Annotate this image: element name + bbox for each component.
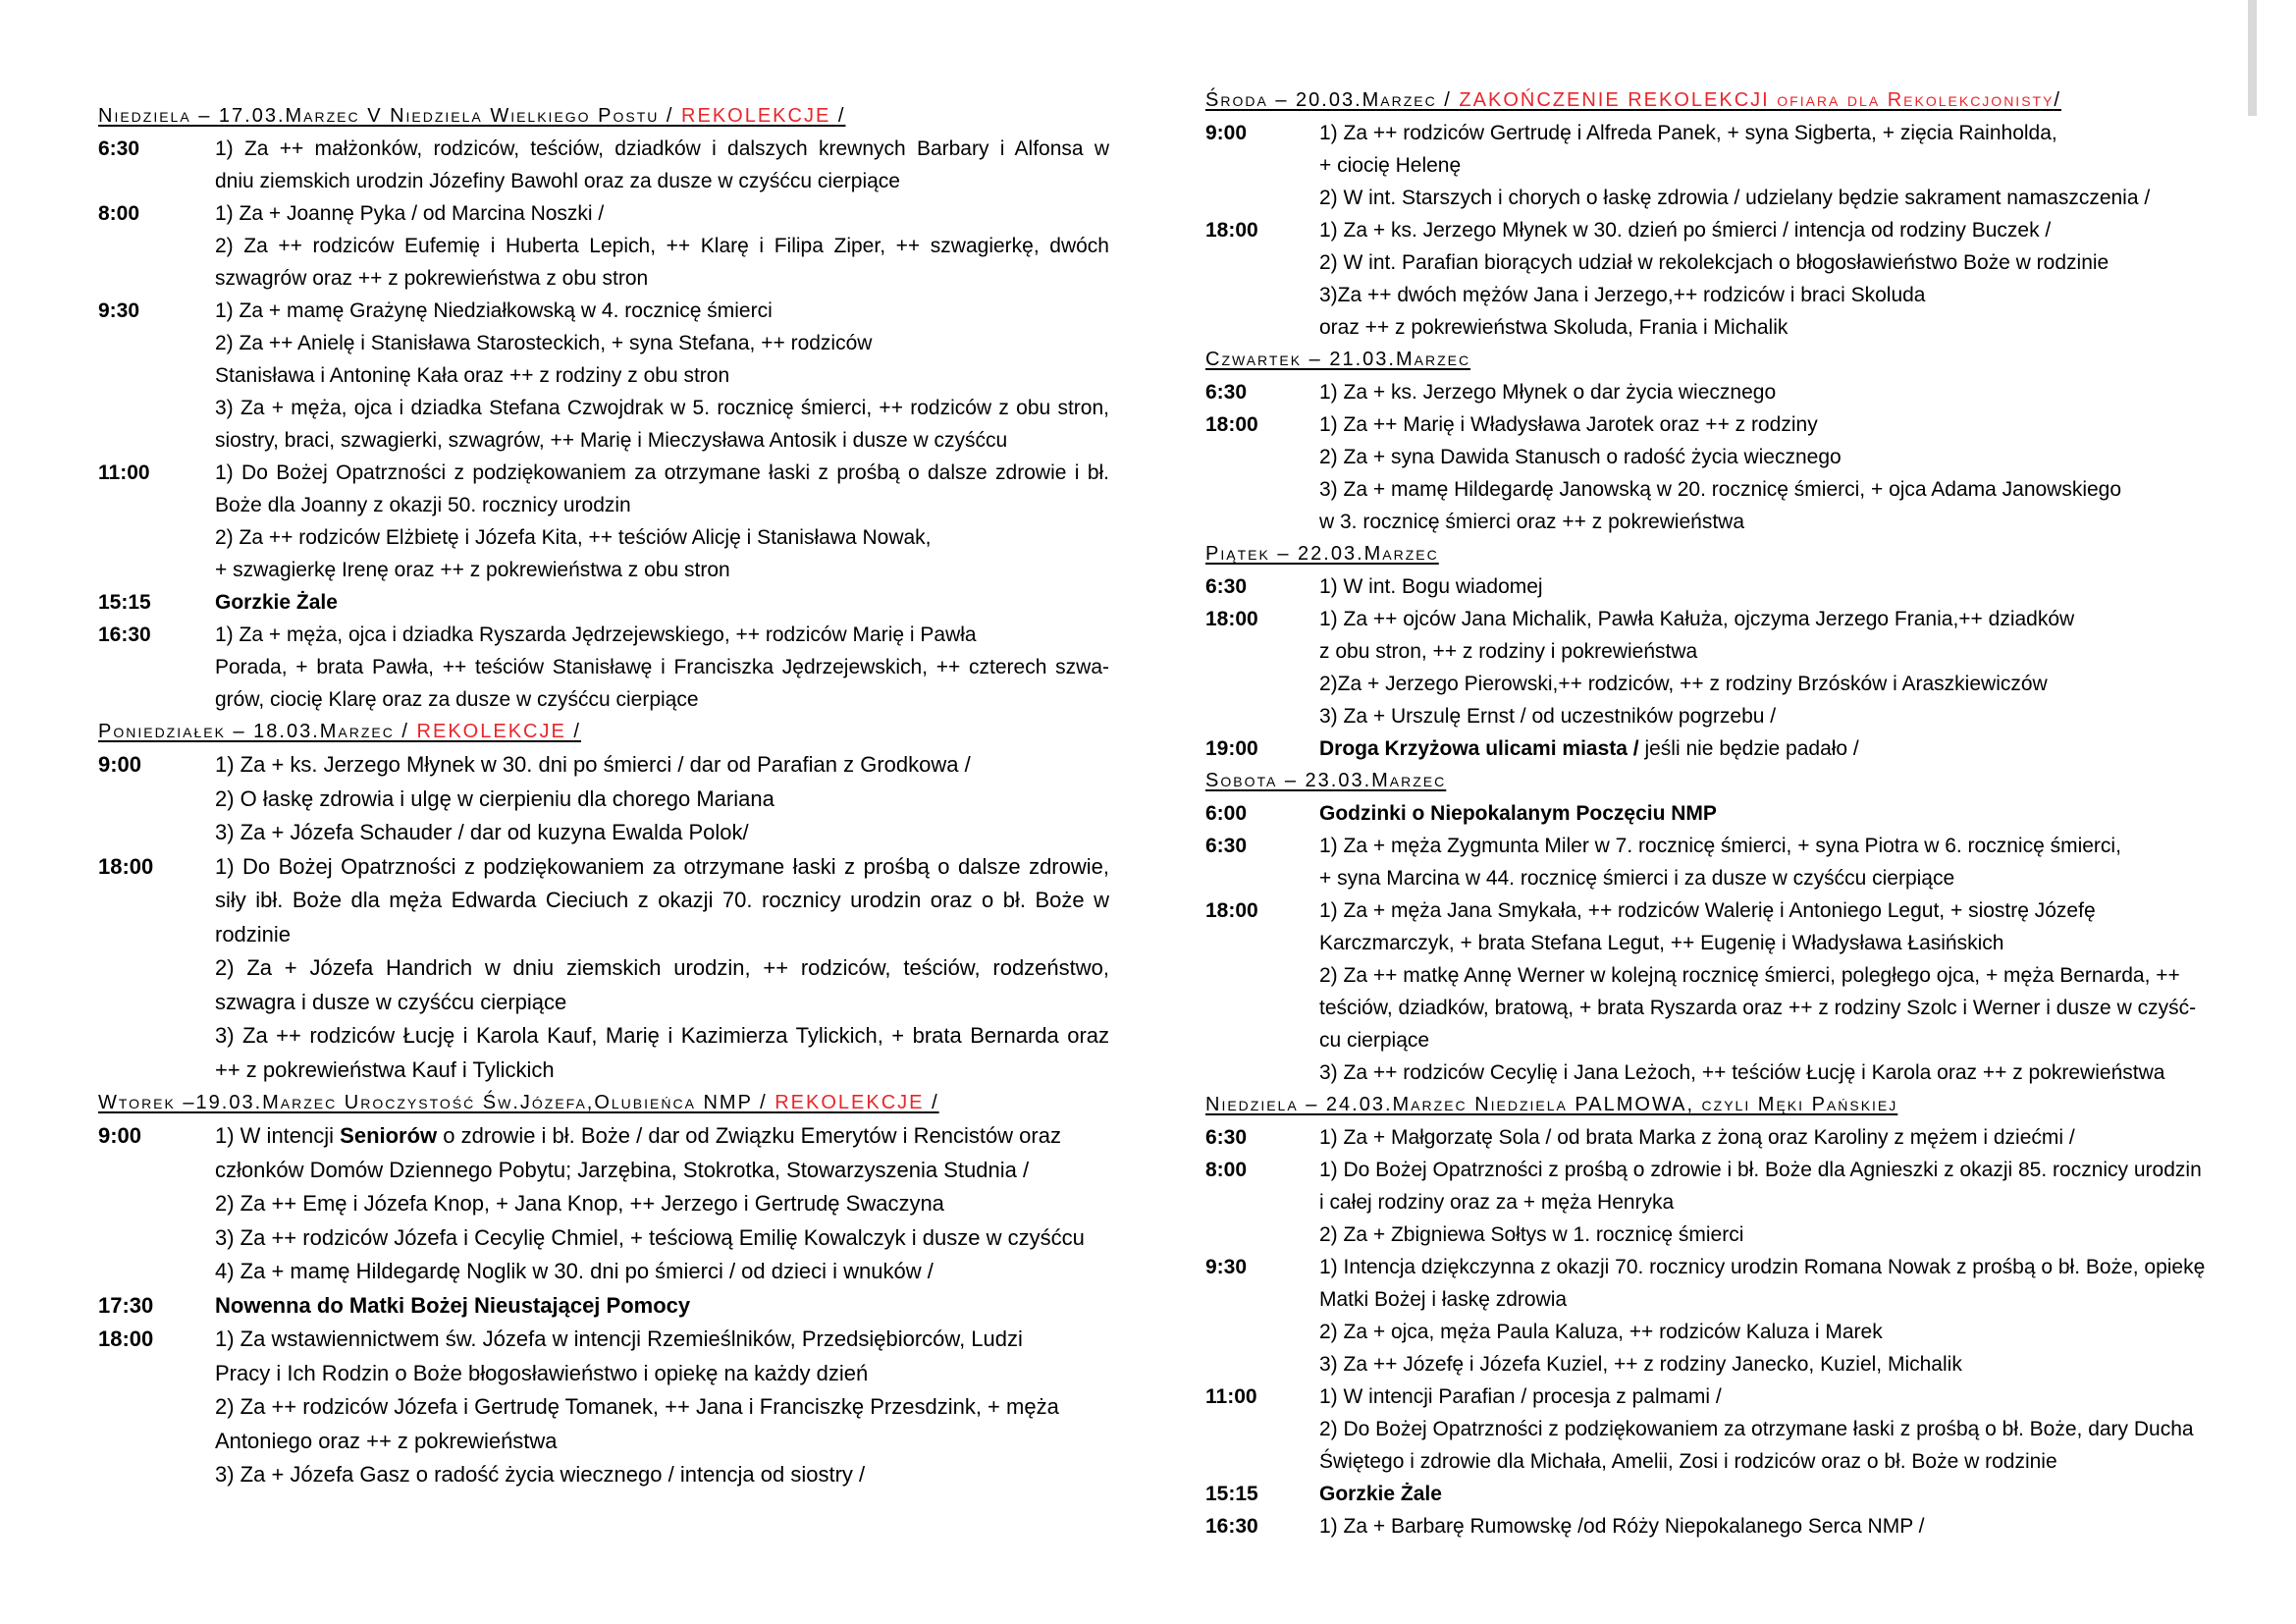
intention-line: siostry, braci, szwagierki, szwagrów, ++ Marię i Mieczysława Antosik i dusze w czyśćcu — [215, 429, 1008, 452]
intention-line: 1) Za ++ małżonków, rodziców, teściów, dziadków i dalszych krewnych Barbary i Alfonsa w — [215, 137, 1109, 160]
intention-line: 3) Za + mamę Hildegardę Janowską w 20. rocznicę śmierci, + ojca Adama Janowskiego — [1319, 478, 2122, 501]
intention-line: 3) Za + Urszulę Ernst / od uczestników pogrzebu / — [1319, 705, 1777, 728]
intention-line: 3)Za ++ dwóch mężów Jana i Jerzego,++ rodziców i braci Skoluda — [1319, 284, 1926, 306]
intention-line: 2) Za ++ rodziców Elżbietę i Józefa Kita, ++ teściów Alicję i Stanisława Nowak, — [215, 526, 932, 549]
day-heading-tail: / — [2054, 89, 2061, 111]
intention-line: + ciocię Helenę — [1319, 154, 1462, 177]
mass-time: 8:00 — [98, 202, 140, 225]
mass-time: 18:00 — [98, 853, 154, 879]
mass-intentions — [1319, 1380, 2226, 1478]
intention-line: Gorzkie Żale — [1319, 1483, 1442, 1505]
intention-line: grów, ciocię Klarę oraz za dusze w czyśćcu cierpiące — [215, 688, 699, 711]
intention-line: członków Domów Dziennego Pobytu; Jarzębina, Stokrotka, Stowarzyszenia Studnia / — [215, 1157, 1030, 1182]
mass-entry — [1205, 603, 2226, 732]
intention-line: 1) Za ++ rodziców Gertrudę i Alfreda Panek, + syna Sigberta, + zięcia Rainholda, — [1319, 122, 2057, 144]
mass-intentions — [1319, 408, 2226, 538]
intention-line: 2) Za + syna Dawida Stanusch o radość życia wiecznego — [1319, 446, 1842, 468]
mass-time: 6:30 — [98, 137, 140, 160]
mass-intentions — [215, 850, 1109, 1088]
day-heading — [1205, 344, 2226, 376]
mass-entry — [1205, 1478, 2226, 1510]
mass-entry — [1205, 830, 2226, 894]
mass-time: 18:00 — [1205, 219, 1258, 242]
intention-line: Karczmarczyk, + brata Stefana Legut, ++ Eugenię i Władysława Łasińskich — [1319, 932, 2004, 954]
intention-line: oraz ++ z pokrewieństwa Skoluda, Frania i Michalik — [1319, 316, 1789, 339]
intention-line: 2) Za ++ Anielę i Stanisława Starosteckich, + syna Stefana, ++ rodziców — [215, 332, 873, 354]
intention-line: 2) Za + Józefa Handrich w dniu ziemskich urodzin, ++ rodziców, teściów, rodzeństwo, — [215, 955, 1109, 980]
mass-entry — [1205, 570, 2226, 603]
mass-entry — [1205, 797, 2226, 830]
mass-intentions — [1319, 1478, 2226, 1510]
intention-line: 1) Za + Barbarę Rumowskę /od Róży Niepokalanego Serca NMP / — [1319, 1515, 1925, 1538]
intention-line: + szwagierkę Irenę oraz ++ z pokrewieństwa z obu stron — [215, 559, 730, 581]
intention-line: 1) Za + męża Jana Smykała, ++ rodziców Walerię i Antoniego Legut, + siostrę Józefę — [1319, 899, 2096, 922]
mass-intentions — [1319, 894, 2226, 1089]
mass-time: 6:00 — [1205, 802, 1248, 825]
intention-line: 2) Za ++ rodziców Eufemię i Huberta Lepich, ++ Klarę i Filipa Ziper, ++ szwagierkę, dwóch — [215, 235, 1109, 257]
mass-time: 15:15 — [98, 591, 151, 614]
intention-line: 2) Do Bożej Opatrzności z podziękowaniem za otrzymane łaski z prośbą o bł. Boże, dary Ducha — [1319, 1418, 2194, 1440]
intention-line: 1) Do Bożej Opatrzności z prośbą o zdrowie i bł. Boże dla Agnieszki z okazji 85. rocznicy urodzin — [1319, 1159, 2202, 1181]
intention-line: 1) Do Bożej Opatrzności z podziękowaniem za otrzymane łaski z prośbą o dalsze zdrowie i bł. — [215, 461, 1109, 484]
intention-line: 1) Za + Małgorzatę Sola / od brata Marka z żoną oraz Karoliny z mężem i dziećmi / — [1319, 1126, 2075, 1149]
intention-line: Boże dla Joanny z okazji 50. rocznicy urodzin — [215, 494, 631, 516]
mass-intentions — [215, 619, 1109, 716]
mass-intentions — [1319, 1251, 2226, 1380]
intention-line: 1) Za + ks. Jerzego Młynek o dar życia wiecznego — [1319, 381, 1777, 404]
intention-line: szwagra i dusze w czyśćcu cierpiące — [215, 989, 567, 1014]
mass-time: 15:15 — [1205, 1483, 1258, 1505]
intention-line: 1) Za + męża, ojca i dziadka Ryszarda Jędrzejewskiego, ++ rodziców Marię i Pawła — [215, 623, 977, 646]
intention-line: Świętego i zdrowie dla Michała, Amelii, Zosi i rodziców oraz o bł. Boże w rodzinie — [1319, 1450, 2057, 1473]
intention-line: 1) W int. Bogu wiadomej — [1319, 575, 1543, 598]
intention-line: Pracy i Ich Rodzin o Boże błogosławieństwo i opiekę na każdy dzień — [215, 1360, 869, 1385]
intention-line: 2)Za + Jerzego Pierowski,++ rodziców, ++ z rodziny Brzósków i Araszkiewiczów — [1319, 673, 2048, 695]
intention-line: 2) W int. Parafian biorących udział w rekolekcjach o błogosławieństwo Boże w rodzinie — [1319, 251, 2109, 274]
mass-entry — [1205, 408, 2226, 538]
mass-time: 9:00 — [98, 1123, 142, 1148]
intention-line: Nowenna do Matki Bożej Nieustającej Pomocy — [215, 1292, 691, 1318]
intention-line: 1) Za wstawiennictwem św. Józefa w intencji Rzemieślników, Przedsiębiorców, Ludzi — [215, 1326, 1023, 1351]
intention-line: 2) Za + ojca, męża Paula Kaluza, ++ rodziców Kaluza i Marek — [1319, 1321, 1883, 1343]
intention-line: teściów, dziadków, bratową, + brata Ryszarda oraz ++ z rodziny Szolc i Werner i dusze w czyść- — [1319, 997, 2197, 1019]
intention-line: 3) Za + męża, ojca i dziadka Stefana Czwojdrak w 5. rocznicę śmierci, ++ rodziców z obu stron, — [215, 397, 1109, 419]
mass-intentions — [1319, 797, 2226, 830]
mass-entry — [98, 197, 1109, 295]
mass-intentions — [215, 295, 1109, 457]
mass-intentions — [1319, 1510, 2226, 1543]
day-heading-tail: / — [932, 1092, 939, 1113]
mass-entry — [98, 619, 1109, 716]
right-column — [1205, 84, 2226, 1543]
day-heading-highlight: ZAKOŃCZENIE REKOLEKCJI ofiara dla Rekolekcjonisty — [1459, 89, 2055, 111]
mass-entry — [98, 295, 1109, 457]
intention-line: 1) Za ++ Marię i Władysława Jarotek oraz ++ z rodziny — [1319, 413, 1818, 436]
intention-line: 3) Za + Józefa Schauder / dar od kuzyna Ewalda Polok/ — [215, 820, 749, 844]
intention-line: Godzinki o Niepokalanym Poczęciu NMP — [1319, 802, 1717, 825]
day-heading-highlight: REKOLEKCJE — [416, 721, 574, 742]
mass-entry — [1205, 1510, 2226, 1543]
mass-time: 9:00 — [1205, 122, 1248, 144]
mass-intentions — [215, 1289, 1109, 1324]
mass-entry — [98, 850, 1109, 1088]
day-heading-text: Poniedziałek – 18.03.Marzec / — [98, 721, 417, 742]
intention-line: 2) Za ++ rodziców Józefa i Gertrudę Tomanek, ++ Jana i Franciszkę Przesdzink, + męża — [215, 1394, 1059, 1419]
intention-line: 1) Za + ks. Jerzego Młynek w 30. dni po śmierci / dar od Parafian z Grodkowa / — [215, 752, 971, 777]
intention-line: 3) Za ++ rodziców Łucję i Karola Kauf, Marię i Kazimierza Tylickich, + brata Bernarda oraz — [215, 1023, 1109, 1048]
scrollbar-thumb[interactable] — [2248, 0, 2257, 116]
intention-line: ++ z pokrewieństwa Kauf i Tylickich — [215, 1056, 555, 1082]
day-heading-tail: / — [837, 105, 846, 127]
mass-time: 6:30 — [1205, 381, 1248, 404]
day-heading-text: Wtorek –19.03.Marzec Uroczystość Św.Józefa,Olubieńca NMP / — [98, 1092, 775, 1113]
intention-line: Porada, + brata Pawła, ++ teściów Stanisławę i Franciszka Jędrzejewskich, ++ czterech szwa- — [215, 656, 1109, 678]
mass-intentions — [215, 1119, 1109, 1289]
day-heading — [1205, 538, 2226, 570]
intention-line: 2) Za + Zbigniewa Sołtys w 1. rocznicę śmierci — [1319, 1223, 1744, 1246]
mass-entry — [1205, 376, 2226, 408]
intention-line: rodzinie — [215, 921, 292, 947]
intention-line: szwagrów oraz ++ z pokrewieństwa z obu stron — [215, 267, 649, 290]
day-heading-text: Piątek – 22.03.Marzec — [1205, 543, 1439, 565]
mass-time: 9:30 — [1205, 1256, 1248, 1278]
mass-time: 8:00 — [1205, 1159, 1248, 1181]
intention-line: z obu stron, ++ z rodziny i pokrewieństwa — [1319, 640, 1698, 663]
intention-line: 3) Za ++ rodziców Józefa i Cecylię Chmiel, + teściową Emilię Kowalczyk i dusze w czyśćcu — [215, 1224, 1085, 1250]
intention-text: 1) W intencji — [215, 1123, 341, 1148]
mass-intentions — [1319, 570, 2226, 603]
mass-intentions — [1319, 214, 2226, 344]
intention-line: 1) Za + męża Zygmunta Miler w 7. rocznicę śmierci, + syna Piotra w 6. rocznicę śmierci, — [1319, 835, 2121, 857]
intention-text: jeśli nie będzie padało / — [1638, 737, 1859, 760]
day-heading-text: Czwartek – 21.03.Marzec — [1205, 349, 1471, 370]
intention-line: 3) Za ++ Józefę i Józefa Kuziel, ++ z rodziny Janecko, Kuziel, Michalik — [1319, 1353, 1962, 1376]
mass-intentions — [1319, 603, 2226, 732]
mass-entry — [98, 1119, 1109, 1289]
mass-intentions — [1319, 1121, 2226, 1154]
mass-entry — [98, 1323, 1109, 1492]
mass-intentions — [1319, 732, 2226, 765]
day-heading — [1205, 84, 2226, 117]
intention-line: 1) W intencji Parafian / procesja z palmami / — [1319, 1385, 1722, 1408]
intention-line: Gorzkie Żale — [215, 591, 338, 614]
intention-line: 4) Za + mamę Hildegardę Noglik w 30. dni po śmierci / od dzieci i wnuków / — [215, 1259, 934, 1283]
intention-line: cu cierpiące — [1319, 1029, 1430, 1052]
mass-intentions — [215, 748, 1109, 850]
mass-intentions — [1319, 376, 2226, 408]
day-heading — [1205, 1089, 2226, 1121]
intention-line: dniu ziemskich urodzin Józefiny Bawohl oraz za dusze w czyśćcu cierpiące — [215, 170, 900, 192]
mass-entry — [1205, 117, 2226, 214]
mass-time: 18:00 — [1205, 608, 1258, 630]
mass-entry — [1205, 1154, 2226, 1251]
intention-line: 2) Za ++ matkę Annę Werner w kolejną rocznicę śmierci, poległego ojca, + męża Bernarda, ++ — [1319, 964, 2180, 987]
mass-time: 6:30 — [1205, 835, 1248, 857]
mass-intentions — [215, 457, 1109, 586]
mass-entry — [1205, 214, 2226, 344]
intention-line: siły ibł. Boże dla męża Edwarda Cieciuch z okazji 70. rocznicy urodzin oraz o bł. Boże w — [215, 888, 1109, 912]
intention-line: 2) Za ++ Emę i Józefa Knop, + Jana Knop, ++ Jerzego i Gertrudę Swaczyna — [215, 1191, 944, 1216]
mass-entry — [1205, 894, 2226, 1089]
day-heading-text: Niedziela – 17.03.Marzec V Niedziela Wielkiego Postu / — [98, 105, 682, 127]
mass-intentions — [1319, 830, 2226, 894]
mass-time: 9:00 — [98, 752, 142, 777]
intention-line: Antoniego oraz ++ z pokrewieństwa — [215, 1428, 558, 1453]
day-heading-tail: / — [573, 721, 581, 742]
intention-line: Matki Bożej i łaskę zdrowia — [1319, 1288, 1568, 1311]
mass-time: 11:00 — [98, 461, 150, 484]
day-heading-highlight: REKOLEKCJE — [681, 105, 838, 127]
intention-line: 1) Za ++ ojców Jana Michalik, Pawła Kałuża, ojczyma Jerzego Frania,++ dziadków — [1319, 608, 2075, 630]
intention-line: 2) O łaskę zdrowia i ulgę w cierpieniu dla chorego Mariana — [215, 785, 774, 811]
mass-intentions — [215, 197, 1109, 295]
mass-time: 18:00 — [98, 1326, 154, 1351]
day-heading-text: Sobota – 23.03.Marzec — [1205, 770, 1447, 791]
day-heading-highlight: REKOLEKCJE — [774, 1092, 933, 1113]
mass-time: 6:30 — [1205, 1126, 1248, 1149]
mass-entry — [98, 133, 1109, 197]
mass-intentions — [215, 586, 1109, 619]
mass-entry — [1205, 1380, 2226, 1478]
intention-line: i całej rodziny oraz za + męża Henryka — [1319, 1191, 1675, 1214]
intention-line: 1) Za + ks. Jerzego Młynek w 30. dzień po śmierci / intencja od rodziny Buczek / — [1319, 219, 2052, 242]
mass-time: 16:30 — [98, 623, 151, 646]
intention-emphasis: Seniorów — [340, 1123, 438, 1148]
intention-emphasis: Droga Krzyżowa ulicami miasta / — [1319, 737, 1639, 760]
intention-line — [1319, 732, 2226, 765]
day-heading — [98, 1087, 1109, 1119]
day-heading — [98, 100, 1109, 133]
day-heading — [1205, 765, 2226, 797]
mass-entry — [98, 1289, 1109, 1324]
mass-time: 16:30 — [1205, 1515, 1258, 1538]
mass-intentions — [215, 1323, 1109, 1492]
intention-line: w 3. rocznicę śmierci oraz ++ z pokrewieństwa — [1319, 511, 1744, 533]
mass-entry — [98, 586, 1109, 619]
day-heading-text: Niedziela – 24.03.Marzec Niedziela PALMOWA, czyli Męki Pańskiej — [1205, 1094, 1898, 1115]
intention-line: 1) Intencja dziękczynna z okazji 70. rocznicy urodzin Romana Nowak z prośbą o bł. Boże, opiekę — [1319, 1256, 2206, 1278]
intention-line: 2) W int. Starszych i chorych o łaskę zdrowia / udzielany będzie sakrament namaszczenia / — [1319, 187, 2151, 209]
mass-intentions — [215, 133, 1109, 197]
mass-entry — [1205, 1251, 2226, 1380]
intention-line: + syna Marcina w 44. rocznicę śmierci i za dusze w czyśćcu cierpiące — [1319, 867, 1955, 890]
mass-intentions — [1319, 1154, 2226, 1251]
intention-line: 1) Za + Joannę Pyka / od Marcina Noszki / — [215, 202, 605, 225]
mass-time: 18:00 — [1205, 899, 1258, 922]
mass-entry — [98, 748, 1109, 850]
mass-intentions — [1319, 117, 2226, 214]
mass-entry — [98, 457, 1109, 586]
mass-time: 17:30 — [98, 1292, 154, 1318]
intention-line: 1) Do Bożej Opatrzności z podziękowaniem za otrzymane łaski z prośbą o dalsze zdrowie, — [215, 853, 1109, 879]
intention-line: 3) Za ++ rodziców Cecylię i Jana Leżoch, ++ teściów Łucję i Karola oraz ++ z pokrewieństwa — [1319, 1061, 2165, 1084]
day-heading-text: Środa – 20.03.Marzec / — [1205, 89, 1460, 111]
mass-entry — [1205, 1121, 2226, 1154]
mass-time: 6:30 — [1205, 575, 1248, 598]
mass-entry — [1205, 732, 2226, 765]
mass-time: 18:00 — [1205, 413, 1258, 436]
intention-line: 3) Za + Józefa Gasz o radość życia wiecznego / intencja od siostry / — [215, 1462, 866, 1487]
intention-line: Stanisława i Antoninę Kała oraz ++ z rodziny z obu stron — [215, 364, 730, 387]
intention-text: o zdrowie i bł. Boże / dar od Związku Emerytów i Rencistów oraz — [437, 1123, 1061, 1148]
mass-time: 9:30 — [98, 299, 140, 322]
intention-line — [215, 1119, 1109, 1154]
left-column — [98, 100, 1109, 1492]
day-heading — [98, 716, 1109, 748]
mass-time: 11:00 — [1205, 1385, 1257, 1408]
mass-time: 19:00 — [1205, 737, 1258, 760]
intention-line: 1) Za + mamę Grażynę Niedziałkowską w 4. rocznicę śmierci — [215, 299, 773, 322]
